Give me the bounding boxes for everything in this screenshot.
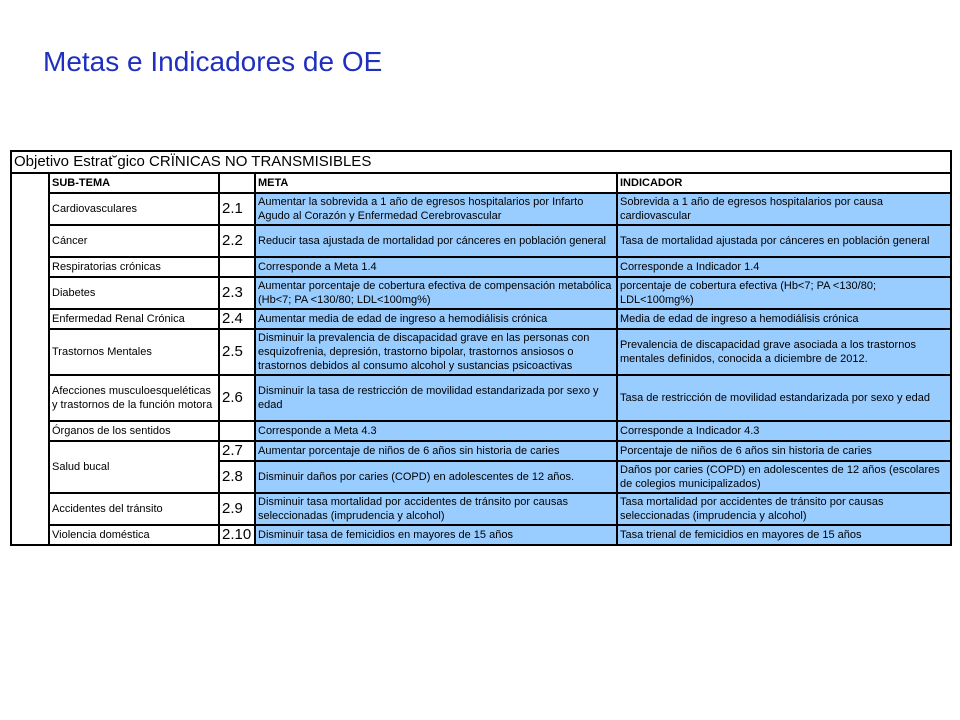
meta-cell: Corresponde a Meta 4.3 (255, 421, 617, 441)
indicator-cell: porcentaje de cobertura efectiva (Hb<7; PA <130/80; LDL<100mg%) (617, 277, 951, 309)
meta-cell: Aumentar la sobrevida a 1 año de egresos hospitalarios por Infarto Agudo al Corazón y Enfermedad Cerebrovascular (255, 193, 617, 225)
subtema-cell: Trastornos Mentales (49, 329, 219, 375)
left-indent-cell (11, 173, 49, 545)
number-cell: 2.9 (219, 493, 255, 525)
meta-cell: Aumentar porcentaje de cobertura efectiva de compensación metabólica (Hb<7; PA <130/80; LDL<100mg%) (255, 277, 617, 309)
table-row (11, 525, 951, 545)
subtema-cell: Salud bucal (49, 441, 219, 493)
indicator-cell: Daños por caries (COPD) en adolescentes de 12 años (escolares de colegios municipalizados) (617, 461, 951, 493)
number-cell (219, 421, 255, 441)
number-cell: 2.7 (219, 441, 255, 461)
number-cell: 2.8 (219, 461, 255, 493)
objective-header: Objetivo Estrat˘gico CRÏNICAS NO TRANSMISIBLES (11, 151, 951, 173)
meta-cell: Aumentar media de edad de ingreso a hemodiálisis crónica (255, 309, 617, 329)
table-row (11, 441, 951, 461)
table-row (11, 329, 951, 375)
table-row (11, 193, 951, 225)
header-indicador: INDICADOR (617, 173, 951, 193)
meta-cell: Reducir tasa ajustada de mortalidad por cánceres en población general (255, 225, 617, 257)
subtema-cell: Cáncer (49, 225, 219, 257)
indicator-cell: Sobrevida a 1 año de egresos hospitalarios por causa cardiovascular (617, 193, 951, 225)
number-cell: 2.1 (219, 193, 255, 225)
number-cell: 2.2 (219, 225, 255, 257)
goals-indicators-table (10, 150, 952, 546)
meta-cell: Aumentar porcentaje de niños de 6 años sin historia de caries (255, 441, 617, 461)
header-meta: META (255, 173, 617, 193)
header-number (219, 173, 255, 193)
meta-cell: Corresponde a Meta 1.4 (255, 257, 617, 277)
indicator-cell: Media de edad de ingreso a hemodiálisis crónica (617, 309, 951, 329)
table-row (11, 225, 951, 257)
indicator-cell: Tasa de restricción de movilidad estandarizada por sexo y edad (617, 375, 951, 421)
subtema-cell: Violencia doméstica (49, 525, 219, 545)
meta-cell: Disminuir la prevalencia de discapacidad grave en las personas con esquizofrenia, depresión, trastorno bipolar, trastornos ansiosos o trastornos debidos al consumo alcohol y sustancias psicoactivas (255, 329, 617, 375)
subtema-cell: Enfermedad Renal Crónica (49, 309, 219, 329)
indicator-cell: Tasa mortalidad por accidentes de tránsito por causas seleccionadas (imprudencia y alcohol) (617, 493, 951, 525)
subtema-cell: Cardiovasculares (49, 193, 219, 225)
table-row (11, 309, 951, 329)
meta-cell: Disminuir la tasa de restricción de movilidad estandarizada por sexo y edad (255, 375, 617, 421)
number-cell: 2.5 (219, 329, 255, 375)
indicator-cell: Porcentaje de niños de 6 años sin historia de caries (617, 441, 951, 461)
number-cell (219, 257, 255, 277)
indicator-cell: Prevalencia de discapacidad grave asociada a los trastornos mentales definidos, conocida a diciembre de 2012. (617, 329, 951, 375)
table-row (11, 277, 951, 309)
indicator-cell: Corresponde a Indicador 4.3 (617, 421, 951, 441)
indicator-cell: Tasa de mortalidad ajustada por cánceres en población general (617, 225, 951, 257)
meta-cell: Disminuir tasa de femicidios en mayores de 15 años (255, 525, 617, 545)
table-row (11, 375, 951, 421)
table-row (11, 421, 951, 441)
subtema-cell: Respiratorias crónicas (49, 257, 219, 277)
indicator-cell: Corresponde a Indicador 1.4 (617, 257, 951, 277)
meta-cell: Disminuir tasa mortalidad por accidentes de tránsito por causas seleccionadas (imprudencia y alcohol) (255, 493, 617, 525)
subtema-cell: Órganos de los sentidos (49, 421, 219, 441)
subtema-cell: Diabetes (49, 277, 219, 309)
number-cell: 2.10 (219, 525, 255, 545)
number-cell: 2.6 (219, 375, 255, 421)
subtema-cell: Afecciones musculoesqueléticas y trastornos de la función motora (49, 375, 219, 421)
number-cell: 2.4 (219, 309, 255, 329)
table-row (11, 257, 951, 277)
meta-cell: Disminuir daños por caries (COPD) en adolescentes de 12 años. (255, 461, 617, 493)
page-title: Metas e Indicadores de OE (43, 46, 383, 77)
number-cell: 2.3 (219, 277, 255, 309)
indicator-cell: Tasa trienal de femicidios en mayores de 15 años (617, 525, 951, 545)
subtema-cell: Accidentes del tránsito (49, 493, 219, 525)
table-row (11, 493, 951, 525)
header-subtema: SUB-TEMA (49, 173, 219, 193)
